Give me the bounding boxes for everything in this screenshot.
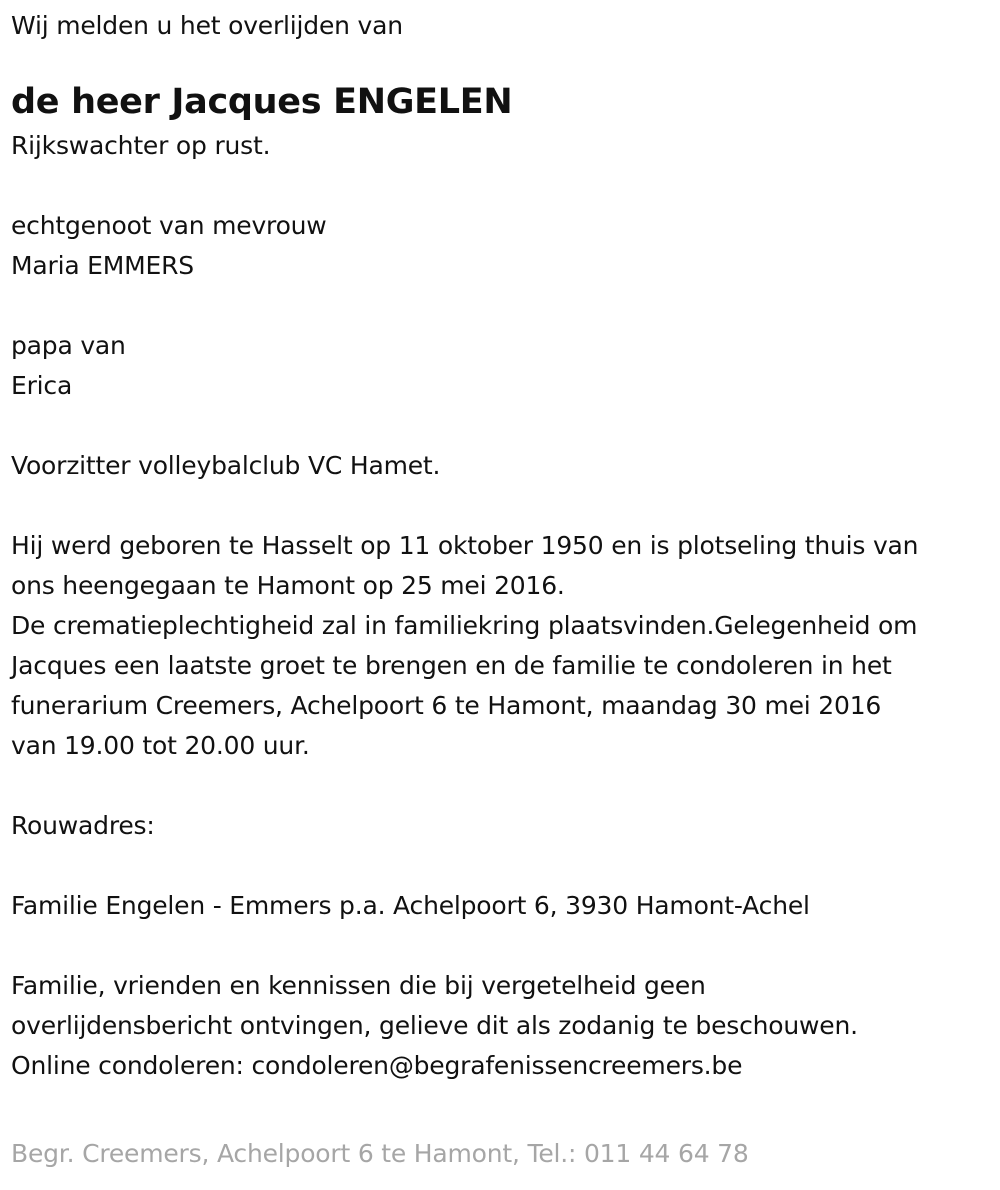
spacer	[11, 286, 991, 326]
mourning-address: Familie Engelen - Emmers p.a. Achelpoort 6, 3930 Hamont-Achel	[11, 891, 810, 920]
children-label: papa van	[11, 331, 126, 360]
spacer	[11, 406, 991, 446]
details-line: funerarium Creemers, Achelpoort 6 te Hamont, maandag 30 mei 2016	[11, 691, 882, 720]
notice-line: Familie, vrienden en kennissen die bij vergetelheid geen	[11, 971, 706, 1000]
mourning-address-label: Rouwadres:	[11, 811, 155, 840]
spacer	[11, 486, 991, 526]
deceased-title: Rijkswachter op rust.	[11, 131, 271, 160]
details-line: Jacques een laatste groet te brengen en de familie te condoleren in het	[11, 651, 892, 680]
spouse-label: echtgenoot van mevrouw	[11, 211, 327, 240]
details-line: van 19.00 tot 20.00 uur.	[11, 731, 310, 760]
intro-text: Wij melden u het overlijden van	[11, 11, 403, 40]
deceased-name: de heer Jacques ENGELEN	[11, 82, 513, 122]
spouse-name: Maria EMMERS	[11, 251, 194, 280]
details-line: De crematieplechtigheid zal in familiekring plaatsvinden.Gelegenheid om	[11, 611, 918, 640]
details-line: ons heengegaan te Hamont op 25 mei 2016.	[11, 571, 565, 600]
spacer	[11, 926, 991, 966]
details-line: Hij werd geboren te Hasselt op 11 oktober 1950 en is plotseling thuis van	[11, 531, 919, 560]
obituary-notice	[11, 6, 991, 1086]
spacer	[11, 766, 991, 806]
notice-line: overlijdensbericht ontvingen, gelieve dit als zodanig te beschouwen.	[11, 1011, 858, 1040]
online-condolence-line: Online condoleren: condoleren@begrafenissencreemers.be	[11, 1051, 743, 1080]
spacer	[11, 166, 991, 206]
funeral-home-footer: Begr. Creemers, Achelpoort 6 te Hamont, Tel.: 011 44 64 78	[11, 1139, 749, 1168]
children-names: Erica	[11, 371, 73, 400]
spacer	[11, 846, 991, 886]
role-text: Voorzitter volleybalclub VC Hamet.	[11, 451, 441, 480]
